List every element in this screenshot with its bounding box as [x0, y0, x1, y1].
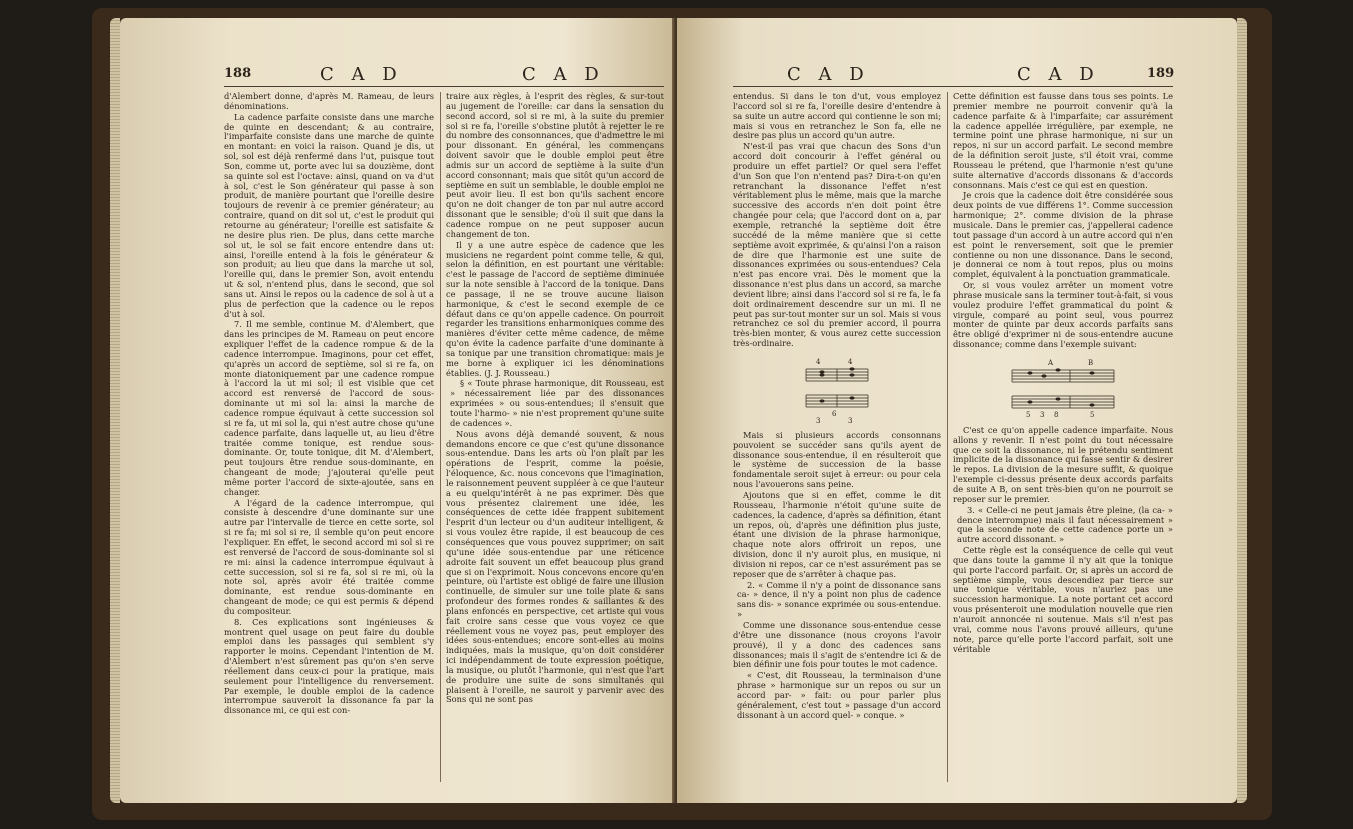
paragraph: Nous avons déjà demandé souvent, & nous demandons encore ce que c'est qu'une dissonance sous-entendue. Dans les arts où l'on plaît par les opérations de l'esprit, comme la poésie, l'éloquence, &c. nous concevons que l'imagination, le raisonnement peuvent suppléer à ce que l'auteur a eu quelqu'intérêt à ne pas exprimer. Dès que vous présentez clairement une idée, les conséquences de cette idée frappent subitement l'esprit d'un lecteur ou d'un auditeur intelligent, & si vous voulez être rapide, il est beaucoup de ces conséquences que vous pouvez supprimer; on sait qu'une idée sous-entendue par une réticence adroite fait souvent un effet beaucoup plus grand que si on l'exprimoit. Nous concevons encore qu'en peinture, où l'artiste est obligé de faire une illusion continuelle, de simuler sur une toile plate & sans profondeur des formes rondes & saillantes & des plans enfoncés en perspective, cet artiste qui vous fait croire sans cesse que vous voyez ce que réellement vous ne voyez pas, peut employer des idées sous-entendues; encore sont-elles au moins indiquées, mais la musique, qu'on doit considérer ici indépendamment de toute expression poétique, la musique, ou plutôt l'harmonie, qui n'est que l'art de produire une suite de sons simultanés qui plaisent à l'oreille, ne sauroit y parvenir avec des Sons qui ne sont pas	[446, 428, 664, 705]
svg-text:5: 5	[1090, 410, 1095, 419]
svg-text:6: 6	[832, 409, 837, 418]
quotation: 3. « Celle-ci ne peut jamais être pleine, (la ca- » dence interrompue) mais il faut nécessairement » que la seconde note de cette cadence porte un » autre accord dissonant. »	[957, 504, 1173, 545]
paragraph: Comme une dissonance sous-entendue cesse d'être une dissonance (nous croyons l'avoir prouvé), il y a donc des cadences sans dissonances; mais il s'agit de s'entendre ici & de bien définir une fois pour toutes le mot cadence.	[733, 619, 941, 670]
paragraph: Cette règle est la conséquence de celle qui veut que dans toute la gamme il n'y ait que la tonique qui porte l'accord parfait. Or, si après un accord de septième simple, vous descendiez par tierce sur une tonique véritable, vous n'auriez pas une succession harmonique. La note portant cet accord vous présenteroit une modulation nouvelle que rien n'auroit annoncée ni soutenue. Mais s'il n'est pas vrai, comme nous l'avons prouvé ailleurs, qu'une note, parce qu'elle porte l'accord parfait, soit une véritable	[953, 545, 1173, 654]
paragraph: Il y a une autre espèce de cadence que les musiciens ne regardent point comme telle, & qui, selon la définition, en est pourtant une véritable: c'est le passage de l'accord de septième diminuée sur la note sensible à l'accord de la tonique. Dans ce passage, il ne se trouve aucune liaison harmonique, & c'est le second exemple de ce défaut dans ce qu'on appelle cadence. On pourroit regarder les transitions enharmoniques comme des manières d'éviter cette même cadence, de même qu'on évite la cadence parfaite d'une dominante à sa tonique par une transition chromatique: mais je me borne à expliquer ici les dénominations établies. (J. J. Rousseau.)	[446, 239, 664, 378]
svg-text:4: 4	[816, 357, 821, 366]
right-page-column-1	[733, 92, 941, 782]
paragraph: Cette définition est fausse dans tous ses points. Le premier membre ne pourroit convenir qu'à la cadence parfaite & à l'imparfaite; car assurément la cadence appellée irrégulière, par exemple, ne termine point une phrase harmonique, ni sur un repos, ni sur un accord parfait. Le second membre de la définition seroit juste, s'il étoit vrai, comme Rousseau le prétend, que l'harmonie n'est qu'une suite alternative d'accords dissonans & d'accords consonnans. Mais c'est ce qui est en question.	[953, 92, 1173, 190]
page-edges-right	[1237, 18, 1247, 803]
left-page-column-2	[446, 92, 664, 782]
left-page	[120, 18, 675, 803]
quotation: § « Toute phrase harmonique, dit Rousseau, est » nécessairement liée par des dissonances exprimées » ou sous-entendues; il s'ensuit que toute l'harmo- » nie n'est proprement qu'une suite de cadences ».	[450, 378, 664, 428]
music-example-1	[733, 355, 941, 425]
right-page-column-2	[953, 92, 1173, 782]
paragraph: 8. Ces explications sont ingénieuses & montrent quel usage on peut faire du double emploi dans les passages qui semblent s'y rapporter le moins. Cependant l'intention de M. d'Alembert n'est sûrement pas qu'on s'en serve réellement dans ceux-ci pour la pratique, mais seulement pour l'intelligence du renversement. Par exemple, le double emploi de la cadence interrompue sauveroit la dissonance fa par la dissonance mi, ce qui est con-	[224, 616, 434, 716]
left-page-column-1	[224, 92, 434, 782]
music-example-2	[953, 356, 1173, 420]
paragraph: Ajoutons que si en effet, comme le dit Rousseau, l'harmonie n'étoit qu'une suite de cadences, la cadence, d'après sa définition, étant un repos, où, d'après une définition plus juste, étant une division de la phrase harmonique, chaque note alors offriroit un repos, une division, donc il n'y auroit plus, en musique, ni division ni repos, car ce n'est assurément pas se reposer que de s'arrêter à chaque pas.	[733, 490, 941, 579]
svg-text:A: A	[1048, 358, 1054, 367]
paragraph: Mais si plusieurs accords consonnans pouvoient se succéder sans qu'ils ayent de dissonance sous-entendue, il en résulteroit que le système de succession de la basse fondamentale seroit sujet à erreur: ou pour cela nous l'avouerons sans peine.	[733, 429, 941, 490]
svg-text:3: 3	[848, 416, 853, 425]
page-number-right: 189	[1147, 66, 1175, 81]
paragraph: A l'égard de la cadence interrompue, qui consiste à descendre d'une dominante sur une autre par l'intervalle de tierce en cette sorte, sol si re fa; mi sol si re, il semble qu'on peut encore l'expliquer. En effet, le second accord mi sol si re est renversé de l'accord de sous-dominante sol si re mi: ainsi la cadence interrompue équivaut à cette succession, sol si re fa, sol si re mi, où la note sol, après avoir été traitée comme dominante, est rendue sous-dominante en changeant de mode; ce qui est permis & dépend du compositeur.	[224, 497, 434, 616]
paragraph: d'Alembert donne, d'après M. Rameau, de leurs dénominations.	[224, 92, 434, 111]
left-running-head	[120, 64, 675, 86]
paragraph: C'est ce qu'on appelle cadence imparfaite. Nous allons y revenir. Il n'est point du tout nécessaire que ce soit la dissonance, ni le prétendu sentiment implicite de la dissonance qui fasse sentir & desirer le repos. La division de la mesure suffit, & quoique l'exemple ci-dessus présente deux accords parfaits de suite A B, on sent très-bien qu'on ne pourroit se reposer sur le premier.	[953, 424, 1173, 504]
svg-text:8: 8	[1054, 410, 1059, 419]
header-rule-right	[733, 86, 1173, 87]
paragraph: Je crois que la cadence doit être considérée sous deux points de vue différens 1°. Comme succession harmonique; 2°. comme division de la phrase musicale. Dans le premier cas, j'appellerai cadence tout passage d'un accord à un autre accord qui n'en est point le renversement, soit que le premier contienne ou non une dissonance. Dans le second, je donnerai ce nom à tout repos, plus ou moins complet, équivalent à la ponctuation grammaticale.	[953, 190, 1173, 280]
svg-text:3: 3	[1040, 410, 1045, 419]
staff-figure	[1008, 356, 1118, 420]
paragraph: Or, si vous voulez arrêter un moment votre phrase musicale sans la terminer tout-à-fait, si vous voulez produire l'effet grammatical du point & virgule, comparé au point seul, vous pourrez monter de quinte par deux accords parfaits sans être obligé d'exprimer ni de sous-entendre aucune dissonance; comme dans l'exemple suivant:	[953, 280, 1173, 350]
svg-text:B: B	[1088, 358, 1094, 367]
column-divider	[947, 92, 948, 782]
svg-text:3: 3	[816, 416, 821, 425]
svg-text:4: 4	[848, 357, 853, 366]
paragraph: La cadence parfaite consiste dans une marche de quinte en descendant; & au contraire, l'imparfaite consiste dans une marche de quinte en montant: en voici la raison. Quand je dis, ut sol, sol est déjà renfermé dans l'ut, puisque tout Son, comme ut, porte avec lui sa douzième, dont sa quinte sol est l'octave: ainsi, quand on va d'ut à sol, c'est le Son générateur qui passe à son produit, de manière pourtant que l'oreille desire toujours de revenir à ce premier générateur; au contraire, quand on dit sol ut, c'est le produit qui retourne au générateur; l'oreille est satisfaite & ne desire plus rien. De plus, dans cette marche sol ut, le sol se fait encore entendre dans ut: ainsi, l'oreille entend à la fois le générateur & son produit; au lieu que dans la marche ut sol, l'oreille qui, dans le premier Son, avoit entendu ut & sol, n'entend plus, dans le second, que sol sans ut. Ainsi le repos ou la cadence de sol à ut a plus de perfection que la cadence ou le repos d'ut à sol.	[224, 111, 434, 319]
column-divider	[440, 92, 441, 782]
paragraph: entendus. Si dans le ton d'ut, vous employez l'accord sol si re fa, l'oreille desire d'entendre à sa suite un autre accord qui contienne le son mi; mais si vous en retranchez le Son fa, elle ne desire pas plus un accord qu'un autre.	[733, 92, 941, 141]
right-running-head	[677, 64, 1237, 86]
header-rule-left	[224, 86, 664, 87]
svg-text:5: 5	[1026, 410, 1031, 419]
running-head-left-col2: C A D	[522, 64, 605, 85]
running-head-right-col1: C A D	[787, 64, 870, 85]
page-edges-left	[110, 18, 120, 803]
right-page	[677, 18, 1237, 803]
running-head-left-col1: C A D	[320, 64, 403, 85]
paragraph: N'est-il pas vrai que chacun des Sons d'un accord doit concourir à l'effet général ou produire un effet partiel? Or quel sera l'effet d'un Son que l'on n'entend pas? Dira-t-on qu'en retranchant la dissonance l'effet n'est véritablement plus le même, mais que la marche successive des accords n'en doit point être changée pour cela; que l'accord dont on a, par exemple, retranché la septième doit être succédé de la même manière que si cette septième avoit exprimée, & qu'ainsi l'on a raison de dire que l'harmonie est une suite de dissonances exprimées ou sous-entendues? Cela n'est pas encore vrai. Dès le moment que la dissonance n'est plus dans un accord, sa marche devient libre; ainsi dans l'accord sol si re fa, le fa doit ordinairement descendre sur un mi. Il ne peut pas sur-tout monter sur un sol. Mais si vous retranchez ce sol du premier accord, il pourra très-bien monter, & vous aurez cette succession très-ordinaire.	[733, 141, 941, 349]
page-number-left: 188	[224, 66, 252, 81]
quotation: 2. « Comme il n'y a point de dissonance sans ca- » dence, il n'y a point non plus de cadence sans dis- » sonance exprimée ou sous-entendue. »	[737, 579, 941, 620]
staff-figure	[802, 355, 872, 425]
running-head-right-col2: C A D	[1017, 64, 1100, 85]
paragraph: 7. Il me semble, continue M. d'Alembert, que dans les principes de M. Rameau on peut encore expliquer l'effet de la cadence rompue & de la cadence interrompue. Imaginons, pour cet effet, qu'après un accord de septième, sol si re fa, on monte diatoniquement par une cadence rompue à l'accord la ut mi sol; il est visible que cet accord est renversé de l'accord de sous-dominante ut mi sol la: ainsi la marche de cadence rompue équivaut à cette succession sol si re fa, ut mi sol la, qui n'est autre chose qu'une cadence parfaite, dans laquelle ut, au lieu d'être traitée comme tonique, est rendue sous-dominante. Or, toute tonique, dit M. d'Alembert, peut toujours être rendue sous-dominante, en changeant de mode; j'ajouterai qu'elle peut même porter l'accord de sixte-ajoutée, sans en changer.	[224, 319, 434, 497]
paragraph: traire aux règles, à l'esprit des règles, & sur-tout au jugement de l'oreille: car dans la sensation du second accord, sol si re mi, à la suite du premier sol si re fa, l'oreille s'obstine plutôt à rejetter le re du nombre des consonnances, que d'admettre le mi pour dissonant. En général, les commençans doivent savoir que le double emploi peut être admis sur un accord de septième à la suite d'un accord consonnant; mais que sitôt qu'un accord de septième en suit un semblable, le double emploi ne peut avoir lieu. Il est bon qu'ils sachent encore qu'on ne doit changer de ton par nul autre accord dissonant que le sensible; d'où il suit que dans la cadence rompue on ne peut supposer aucun changement de ton.	[446, 92, 664, 239]
quotation: « C'est, dit Rousseau, la terminaison d'une phrase » harmonique sur un repos ou sur un accord par- » fait: ou pour parler plus généralement, c'est tout » passage d'un accord dissonant à un accord quel- » conque. »	[737, 670, 941, 720]
